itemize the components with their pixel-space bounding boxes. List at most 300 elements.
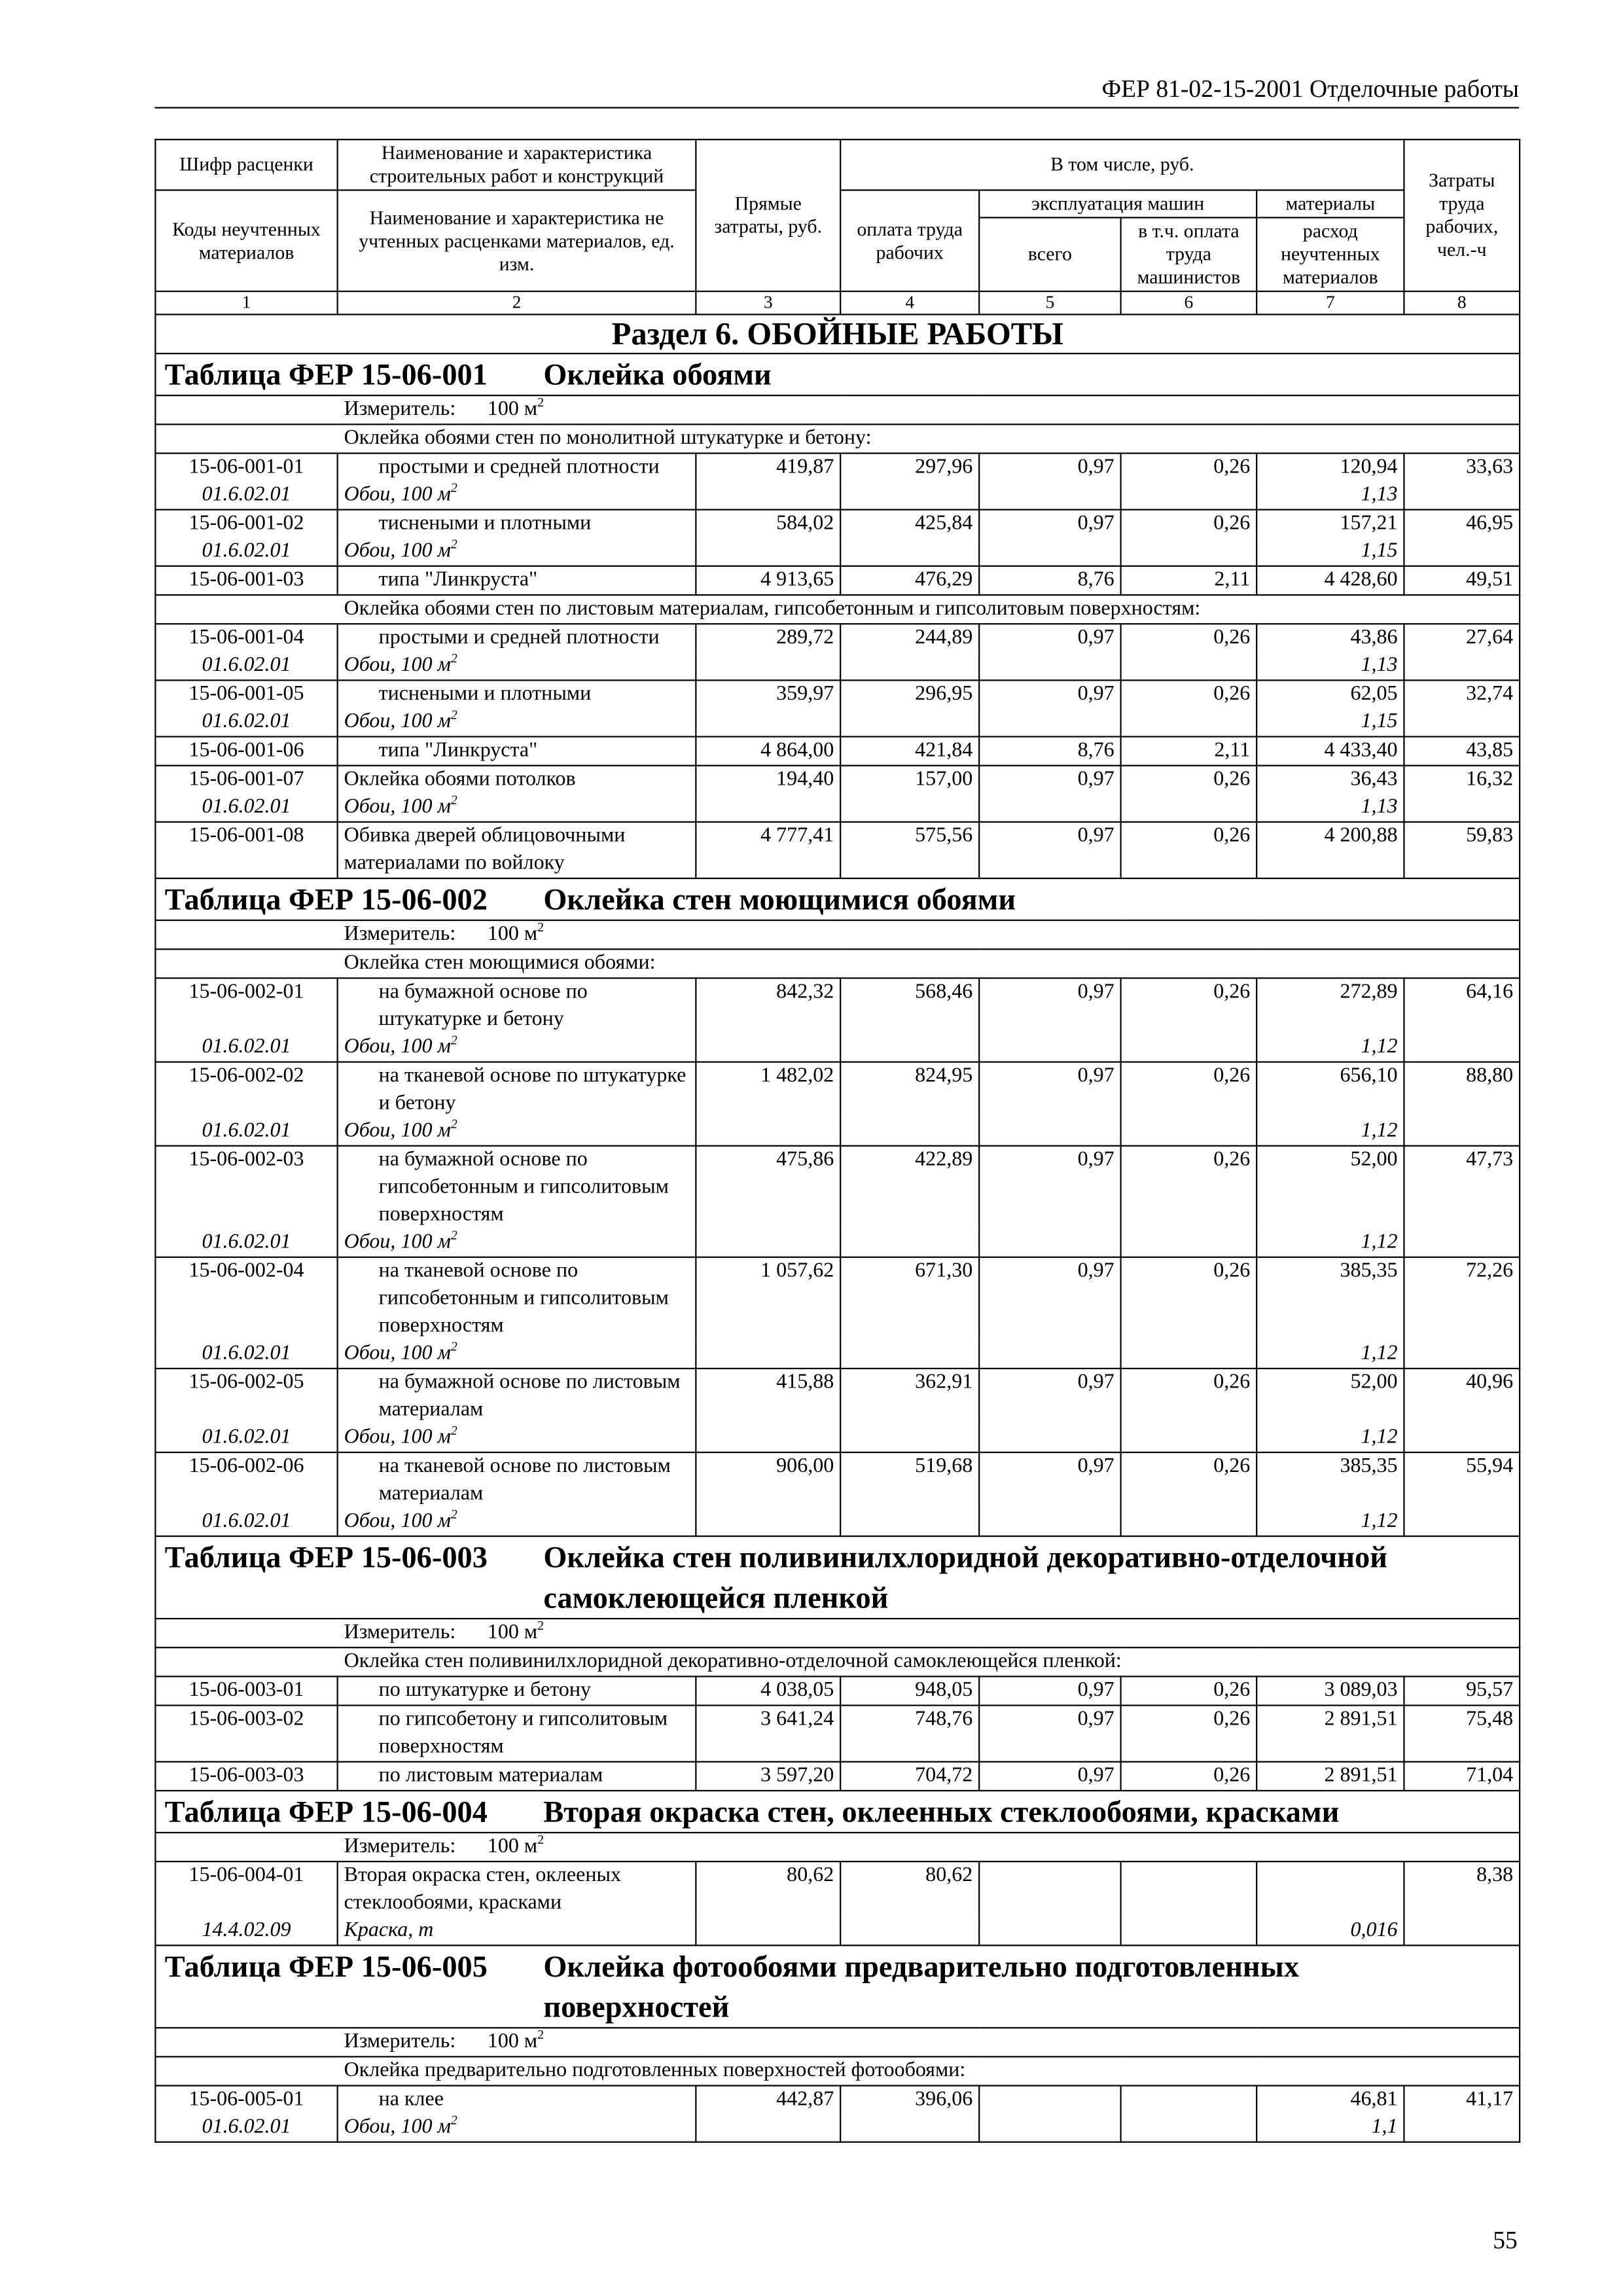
labor-cost: 55,94: [1404, 1452, 1520, 1508]
empty-cell: [1121, 538, 1257, 566]
subsection-title: Оклейка обоями стен по монолитной штукатурке и бетону:: [155, 424, 1520, 453]
machines-total: 8,76: [979, 737, 1120, 766]
machines-wages: 0,26: [1121, 1369, 1257, 1424]
empty-cell: [979, 1917, 1120, 1945]
direct-cost: 584,02: [696, 510, 840, 538]
wages-cost: 704,72: [840, 1762, 979, 1791]
rate-code: 15-06-004-01: [155, 1861, 337, 1917]
table-row: [155, 680, 1520, 708]
direct-cost: 3 597,20: [696, 1762, 840, 1791]
measure-row: Измеритель: 100 $м^2$: [155, 395, 1520, 424]
direct-cost: 3 641,24: [696, 1706, 840, 1762]
material-use: 1,12: [1257, 1340, 1404, 1369]
materials-cost: 4 200,88: [1257, 822, 1404, 878]
table-row: [155, 510, 1520, 538]
labor-cost: 64,16: [1404, 978, 1520, 1033]
work-name: типа "Линкруста": [338, 566, 696, 595]
work-name: на клее: [338, 2086, 696, 2114]
direct-cost: 906,00: [696, 1452, 840, 1508]
empty-cell: [1121, 1340, 1257, 1369]
work-name: Обивка дверей облицовочными материалами по войлоку: [338, 822, 696, 878]
empty-cell: [696, 794, 840, 822]
machines-total: 0,97: [979, 822, 1120, 878]
wages-cost: 948,05: [840, 1676, 979, 1705]
material-name: Обои, 100 $м^2$: [338, 482, 696, 510]
empty-cell: [1404, 1340, 1520, 1369]
machines-total: 0,97: [979, 1452, 1120, 1508]
rate-code: 15-06-001-02: [155, 510, 337, 538]
material-row: [155, 652, 1520, 680]
work-name: простыми и средней плотности: [338, 454, 696, 482]
empty-cell: [1121, 1229, 1257, 1257]
col-name2: Наименование и характеристика не учтенных расценками материалов, ед. изм.: [338, 190, 696, 291]
material-code: 01.6.02.01: [155, 1229, 337, 1257]
labor-cost: 43,85: [1404, 737, 1520, 766]
empty-cell: [840, 1118, 979, 1146]
measure-label: Измеритель:: [344, 1835, 456, 1858]
wages-cost: 296,95: [840, 680, 979, 708]
materials-cost: 4 428,60: [1257, 566, 1404, 595]
direct-cost: 1 482,02: [696, 1062, 840, 1118]
col-machines: эксплуатация машин: [979, 190, 1257, 217]
empty-cell: [840, 1033, 979, 1062]
empty-cell: [840, 1508, 979, 1536]
wages-cost: 297,96: [840, 454, 979, 482]
material-name-text: Обои, 100 м: [344, 1426, 451, 1449]
machines-total: 8,76: [979, 566, 1120, 595]
machines-wages: 0,26: [1121, 1762, 1257, 1791]
material-use: 1,1: [1257, 2114, 1404, 2142]
materials-cost: 36,43: [1257, 766, 1404, 794]
col-materials: материалы: [1257, 190, 1404, 217]
empty-cell: [840, 2114, 979, 2142]
table-row: [155, 1762, 1520, 1791]
material-code: 01.6.02.01: [155, 1424, 337, 1452]
rate-code: 15-06-003-02: [155, 1706, 337, 1762]
empty-cell: [840, 794, 979, 822]
machines-wages: 0,26: [1121, 680, 1257, 708]
material-row: [155, 1424, 1520, 1452]
machines-total: 0,97: [979, 978, 1120, 1033]
material-name-text: Обои, 100 м: [344, 1230, 451, 1254]
labor-cost: 33,63: [1404, 454, 1520, 482]
table-row: [155, 624, 1520, 652]
labor-cost: 27,64: [1404, 624, 1520, 652]
wages-cost: 671,30: [840, 1257, 979, 1340]
labor-cost: 75,48: [1404, 1706, 1520, 1762]
materials-cost: 52,00: [1257, 1369, 1404, 1424]
direct-cost: 419,87: [696, 454, 840, 482]
material-use: 1,12: [1257, 1229, 1404, 1257]
table-header: [155, 139, 1520, 291]
empty-cell: [979, 482, 1120, 510]
empty-cell: [1404, 2114, 1520, 2142]
materials-cost: 43,86: [1257, 624, 1404, 652]
material-code: 01.6.02.01: [155, 538, 337, 566]
machines-wages: 0,26: [1121, 1257, 1257, 1340]
table-body: [155, 314, 1520, 2142]
material-name-text: Обои, 100 м: [344, 795, 451, 819]
labor-cost: 49,51: [1404, 566, 1520, 595]
work-name: Оклейка обоями потолков: [338, 766, 696, 794]
direct-cost: 4 913,65: [696, 566, 840, 595]
material-row: [155, 1118, 1520, 1146]
empty-cell: [979, 2114, 1120, 2142]
table-title: [155, 1536, 1520, 1619]
direct-cost: 4 864,00: [696, 737, 840, 766]
material-row: [155, 1229, 1520, 1257]
material-name: [338, 1917, 696, 1945]
empty-cell: [1121, 482, 1257, 510]
colnum: 8: [1404, 291, 1520, 314]
empty-cell: [696, 482, 840, 510]
material-use: 1,15: [1257, 708, 1404, 736]
direct-cost: 4 777,41: [696, 822, 840, 878]
table-title: [155, 1945, 1520, 2028]
machines-wages: 0,26: [1121, 978, 1257, 1033]
machines-total: 0,97: [979, 624, 1120, 652]
table-row: [155, 1706, 1520, 1762]
empty-cell: [840, 1424, 979, 1452]
labor-cost: 47,73: [1404, 1146, 1520, 1229]
empty-cell: [1121, 652, 1257, 680]
material-name-text: Обои, 100 м: [344, 1509, 451, 1533]
material-name-text: Обои, 100 м: [344, 539, 451, 563]
material-name-text: Обои, 100 м: [344, 653, 451, 677]
material-name: Обои, 100 $м^2$: [338, 538, 696, 566]
col-cipher: Шифр расценки: [155, 139, 337, 190]
empty-cell: [979, 652, 1120, 680]
measure-label: Измеритель:: [344, 397, 456, 421]
measure-label: Измеритель:: [344, 922, 456, 946]
machines-total: 0,97: [979, 1257, 1120, 1340]
col-codes: Коды неучтенных материалов: [155, 190, 337, 291]
table-row: [155, 454, 1520, 482]
machines-total: 0,97: [979, 1676, 1120, 1705]
direct-cost: 80,62: [696, 1861, 840, 1917]
labor-cost: 41,17: [1404, 2086, 1520, 2114]
wages-cost: 422,89: [840, 1146, 979, 1229]
rate-code: 15-06-005-01: [155, 2086, 337, 2114]
empty-cell: [1404, 1917, 1520, 1945]
empty-cell: [1121, 1424, 1257, 1452]
subsection-title: Оклейка стен поливинилхлоридной декоративно-отделочной самоклеющейся пленкой:: [155, 1647, 1520, 1676]
measure-row: Измеритель: 100 $м^2$: [155, 1619, 1520, 1647]
material-code: 01.6.02.01: [155, 652, 337, 680]
machines-total: 0,97: [979, 510, 1120, 538]
colnum: 7: [1257, 291, 1404, 314]
colnum: 4: [840, 291, 979, 314]
empty-cell: [1404, 1229, 1520, 1257]
material-name-text: Обои, 100 м: [344, 709, 451, 733]
labor-cost: 32,74: [1404, 680, 1520, 708]
material-name: Обои, 100 $м^2$: [338, 1118, 696, 1146]
material-name: Обои, 100 $м^2$: [338, 1508, 696, 1536]
rate-code: 15-06-001-01: [155, 454, 337, 482]
direct-cost: 4 038,05: [696, 1676, 840, 1705]
material-code: 01.6.02.01: [155, 1340, 337, 1369]
empty-cell: [1404, 538, 1520, 566]
empty-cell: [1121, 1033, 1257, 1062]
table-row: [155, 566, 1520, 595]
table-title: [155, 353, 1520, 395]
machines-wages: 0,26: [1121, 1452, 1257, 1508]
measure-label: Измеритель:: [344, 2030, 456, 2053]
page-number: 55: [1493, 2226, 1518, 2254]
empty-cell: [979, 1033, 1120, 1062]
table-row: [155, 2086, 1520, 2114]
material-name: Обои, 100 $м^2$: [338, 1340, 696, 1369]
measure-value: 100 м: [487, 922, 538, 946]
material-row: [155, 1508, 1520, 1536]
wages-cost: 519,68: [840, 1452, 979, 1508]
measure-value: 100 м: [487, 1621, 538, 1644]
col-name: Наименование и характеристика строительных работ и конструкций: [338, 139, 696, 190]
section-title: Раздел 6. ОБОЙНЫЕ РАБОТЫ: [155, 314, 1520, 353]
empty-cell: [1404, 1033, 1520, 1062]
empty-cell: [840, 1340, 979, 1369]
col-mat-use: расход неучтенных материалов: [1257, 217, 1404, 291]
empty-cell: [840, 1917, 979, 1945]
material-use: 1,13: [1257, 794, 1404, 822]
machines-wages: 0,26: [1121, 624, 1257, 652]
materials-cost: 656,10: [1257, 1062, 1404, 1118]
colnum: 6: [1121, 291, 1257, 314]
document-header: ФЕР 81-02-15-2001 Отделочные работы: [154, 75, 1519, 109]
table-number: Таблица ФЕР 15-06-003: [164, 1539, 488, 1575]
table-number: Таблица ФЕР 15-06-004: [164, 1794, 488, 1829]
wages-cost: 748,76: [840, 1706, 979, 1762]
material-use: 1,12: [1257, 1424, 1404, 1452]
work-name: тиснеными и плотными: [338, 680, 696, 708]
material-name: Обои, 100 $м^2$: [338, 1424, 696, 1452]
materials-cost: 157,21: [1257, 510, 1404, 538]
col-labor: Затраты труда рабочих, чел.-ч: [1404, 139, 1520, 291]
wages-cost: 425,84: [840, 510, 979, 538]
machines-total: 0,97: [979, 766, 1120, 794]
empty-cell: [979, 1340, 1120, 1369]
machines-total: [979, 2086, 1120, 2114]
material-name: Обои, 100 $м^2$: [338, 1229, 696, 1257]
rate-code: 15-06-002-02: [155, 1062, 337, 1118]
empty-cell: [979, 538, 1120, 566]
rate-code: 15-06-001-04: [155, 624, 337, 652]
wages-cost: 80,62: [840, 1861, 979, 1917]
rates-table: [154, 139, 1520, 2143]
colnum: 5: [979, 291, 1120, 314]
colnum: 1: [155, 291, 337, 314]
empty-cell: [696, 1118, 840, 1146]
work-name: Вторая окраска стен, оклееных стеклообоями, красками: [338, 1861, 696, 1917]
material-name-text: Обои, 100 м: [344, 2115, 451, 2139]
rate-code: 15-06-003-03: [155, 1762, 337, 1791]
wages-cost: 396,06: [840, 2086, 979, 2114]
empty-cell: [840, 482, 979, 510]
subsection-title: Оклейка предварительно подготовленных поверхностей фотообоями:: [155, 2056, 1520, 2085]
rate-code: 15-06-001-08: [155, 822, 337, 878]
col-wages: оплата труда рабочих: [840, 190, 979, 291]
machines-total: 0,97: [979, 680, 1120, 708]
machines-wages: 0,26: [1121, 822, 1257, 878]
direct-cost: 1 057,62: [696, 1257, 840, 1340]
direct-cost: 194,40: [696, 766, 840, 794]
empty-cell: [1404, 1424, 1520, 1452]
empty-cell: [979, 1118, 1120, 1146]
machines-wages: [1121, 1861, 1257, 1917]
empty-cell: [1404, 708, 1520, 736]
table-name: Вторая окраска стен, оклеенных стеклообоями, красками: [543, 1794, 1340, 1829]
machines-wages: 0,26: [1121, 1676, 1257, 1705]
empty-cell: [840, 538, 979, 566]
empty-cell: [1404, 1118, 1520, 1146]
measure-value: 100 м: [487, 397, 538, 421]
labor-cost: 72,26: [1404, 1257, 1520, 1340]
empty-cell: [1404, 1508, 1520, 1536]
material-name-text: Обои, 100 м: [344, 1342, 451, 1365]
materials-cost: 4 433,40: [1257, 737, 1404, 766]
material-use: 0,016: [1257, 1917, 1404, 1945]
table-name: Оклейка обоями: [543, 357, 772, 392]
machines-wages: 0,26: [1121, 1146, 1257, 1229]
rate-code: 15-06-001-07: [155, 766, 337, 794]
material-row: [155, 482, 1520, 510]
table-row: [155, 1676, 1520, 1705]
machines-wages: 0,26: [1121, 766, 1257, 794]
labor-cost: 8,38: [1404, 1861, 1520, 1917]
col-m-wages: в т.ч. оплата труда машинистов: [1121, 217, 1257, 291]
table-row: [155, 1146, 1520, 1229]
material-code: 01.6.02.01: [155, 1033, 337, 1062]
rate-code: 15-06-002-01: [155, 978, 337, 1033]
work-name: простыми и средней плотности: [338, 624, 696, 652]
empty-cell: [1404, 482, 1520, 510]
machines-total: 0,97: [979, 1762, 1120, 1791]
direct-cost: 359,97: [696, 680, 840, 708]
empty-cell: [696, 1508, 840, 1536]
wages-cost: 157,00: [840, 766, 979, 794]
table-row: [155, 1452, 1520, 1508]
empty-cell: [696, 1340, 840, 1369]
labor-cost: 71,04: [1404, 1762, 1520, 1791]
material-code: 01.6.02.01: [155, 1508, 337, 1536]
material-use: 1,13: [1257, 482, 1404, 510]
labor-cost: 88,80: [1404, 1062, 1520, 1118]
work-name: по штукатурке и бетону: [338, 1676, 696, 1705]
empty-cell: [1404, 794, 1520, 822]
measure-value: 100 м: [487, 2030, 538, 2053]
col-direct: Прямые затраты, руб.: [696, 139, 840, 291]
measure-row: Измеритель: 100 $м^2$: [155, 2028, 1520, 2056]
material-code: 01.6.02.01: [155, 2114, 337, 2142]
table-row: [155, 1861, 1520, 1917]
work-name: типа "Линкруста": [338, 737, 696, 766]
subsection-title: Оклейка обоями стен по листовым материалам, гипсобетонным и гипсолитовым поверхностям:: [155, 595, 1520, 624]
materials-cost: 62,05: [1257, 680, 1404, 708]
labor-cost: 40,96: [1404, 1369, 1520, 1424]
machines-wages: 0,26: [1121, 510, 1257, 538]
material-row: [155, 794, 1520, 822]
measure-label: Измеритель:: [344, 1621, 456, 1644]
table-row: [155, 978, 1520, 1033]
empty-cell: [696, 652, 840, 680]
empty-cell: [979, 1508, 1120, 1536]
empty-cell: [696, 1917, 840, 1945]
material-code: 14.4.02.09: [155, 1917, 337, 1945]
rate-code: 15-06-002-06: [155, 1452, 337, 1508]
material-row: [155, 1033, 1520, 1062]
direct-cost: 842,32: [696, 978, 840, 1033]
materials-cost: 52,00: [1257, 1146, 1404, 1229]
machines-total: 0,97: [979, 454, 1120, 482]
empty-cell: [1121, 794, 1257, 822]
wages-cost: 824,95: [840, 1062, 979, 1118]
empty-cell: [979, 708, 1120, 736]
materials-cost: 385,35: [1257, 1452, 1404, 1508]
machines-total: 0,97: [979, 1146, 1120, 1229]
empty-cell: [696, 1229, 840, 1257]
empty-cell: [696, 1033, 840, 1062]
rate-code: 15-06-001-05: [155, 680, 337, 708]
table-row: [155, 737, 1520, 766]
rate-code: 15-06-003-01: [155, 1676, 337, 1705]
empty-cell: [840, 708, 979, 736]
work-name: на тканевой основе по листовым материалам: [338, 1452, 696, 1508]
work-name: по листовым материалам: [338, 1762, 696, 1791]
rate-code: 15-06-002-04: [155, 1257, 337, 1340]
empty-cell: [1121, 1118, 1257, 1146]
measure-row: Измеритель: 100 $м^2$: [155, 920, 1520, 949]
materials-cost: 2 891,51: [1257, 1762, 1404, 1791]
empty-cell: [840, 652, 979, 680]
material-name: Обои, 100 $м^2$: [338, 2114, 696, 2142]
material-row: [155, 1340, 1520, 1369]
work-name: по гипсобетону и гипсолитовым поверхностям: [338, 1706, 696, 1762]
empty-cell: [979, 794, 1120, 822]
empty-cell: [696, 2114, 840, 2142]
materials-cost: 46,81: [1257, 2086, 1404, 2114]
wages-cost: 362,91: [840, 1369, 979, 1424]
empty-cell: [1121, 1508, 1257, 1536]
machines-wages: 0,26: [1121, 1706, 1257, 1762]
labor-cost: 59,83: [1404, 822, 1520, 878]
work-name: на бумажной основе по листовым материалам: [338, 1369, 696, 1424]
measure-value: 100 м: [487, 1835, 538, 1858]
machines-total: 0,97: [979, 1369, 1120, 1424]
rate-code: 15-06-002-03: [155, 1146, 337, 1229]
direct-cost: 442,87: [696, 2086, 840, 2114]
material-code: 01.6.02.01: [155, 1118, 337, 1146]
rate-code: 15-06-001-06: [155, 737, 337, 766]
table-number: Таблица ФЕР 15-06-005: [164, 1948, 488, 1984]
table-row: [155, 1369, 1520, 1424]
wages-cost: 476,29: [840, 566, 979, 595]
materials-cost: 3 089,03: [1257, 1676, 1404, 1705]
labor-cost: 16,32: [1404, 766, 1520, 794]
wages-cost: 575,56: [840, 822, 979, 878]
table-name: Оклейка стен моющимися обоями: [543, 882, 1016, 917]
wages-cost: 244,89: [840, 624, 979, 652]
column-numbers: [155, 291, 1520, 314]
material-name: Обои, 100 $м^2$: [338, 708, 696, 736]
materials-cost: 272,89: [1257, 978, 1404, 1033]
machines-total: 0,97: [979, 1062, 1120, 1118]
materials-cost: 385,35: [1257, 1257, 1404, 1340]
empty-cell: [979, 1229, 1120, 1257]
materials-cost: 2 891,51: [1257, 1706, 1404, 1762]
table-title: [155, 1791, 1520, 1833]
material-name-text: Обои, 100 м: [344, 482, 451, 507]
material-row: [155, 1917, 1520, 1945]
